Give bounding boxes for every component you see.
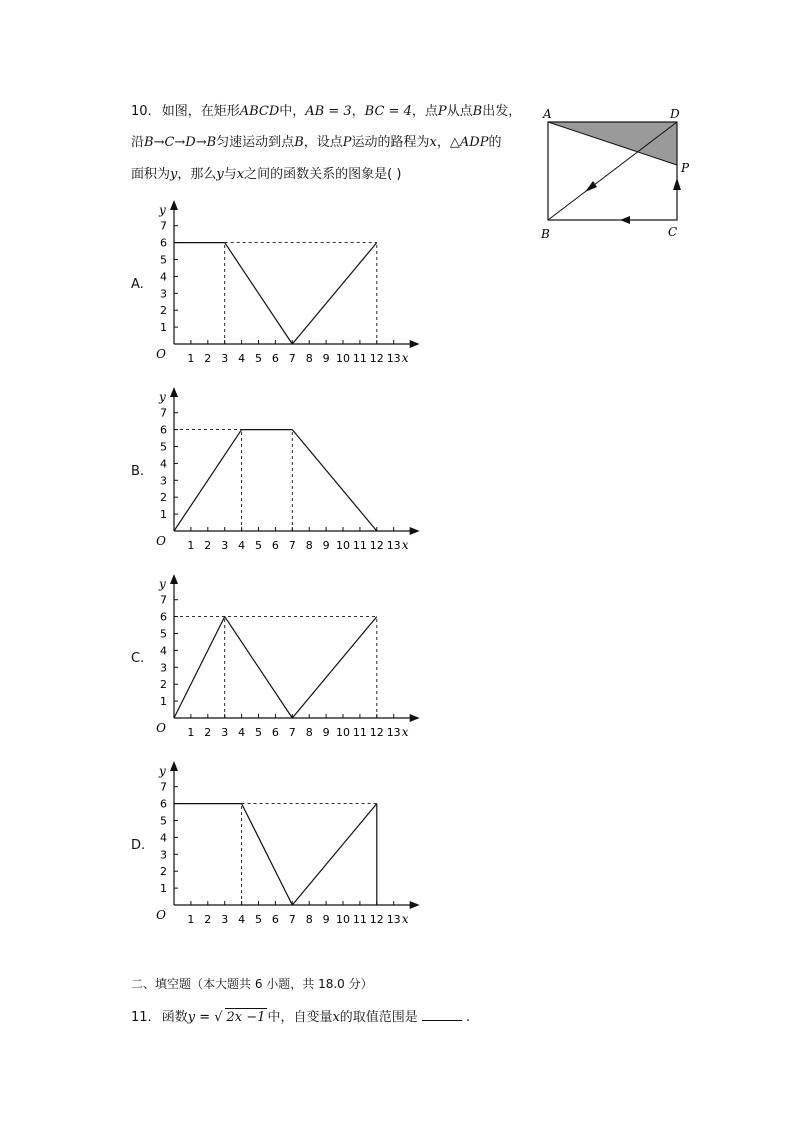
x-tick-label: 5 (255, 539, 262, 552)
x-tick-label: 1 (187, 539, 195, 552)
y-tick-label: 4 (160, 831, 167, 845)
x-tick-label: 3 (221, 539, 229, 552)
x-tick-label: 3 (221, 913, 229, 926)
series-segment (292, 430, 377, 531)
y-tick-label: 7 (160, 593, 167, 607)
text: ， (351, 104, 365, 119)
shaded-triangle-adp (548, 122, 677, 165)
question-number: 10. (131, 104, 152, 119)
y-axis-arrow-icon (170, 387, 178, 397)
x-axis-arrow-icon (410, 714, 420, 722)
math: y (170, 167, 178, 182)
y-axis-arrow-icon (170, 574, 178, 584)
x-tick-label: 9 (322, 726, 330, 739)
option-d-graph[interactable] (150, 759, 430, 931)
x-tick-label: 6 (271, 726, 279, 739)
x-tick-label: 2 (204, 352, 212, 365)
math: AB = 3 (305, 104, 352, 119)
x-tick-label: 4 (238, 352, 246, 365)
origin-label: O (156, 721, 166, 735)
text: . (465, 1010, 470, 1025)
x-tick-label: 10 (336, 352, 350, 365)
x-tick-label: 13 (386, 352, 401, 365)
arrow-icon (585, 181, 597, 192)
series-segment (225, 243, 293, 344)
math: P (342, 135, 352, 150)
series-segment (174, 617, 225, 718)
y-tick-label: 3 (160, 287, 167, 301)
radicand: 2x −1 (226, 1010, 266, 1025)
y-tick-label: 6 (160, 236, 167, 250)
text: 中， (279, 104, 306, 119)
series-segment (292, 243, 377, 344)
section-heading: 二、填空题（本大题共 6 小题，共 18.0 分） (131, 977, 373, 991)
text: 沿 (131, 135, 145, 150)
x-tick-label: 7 (288, 913, 296, 926)
math: B (294, 135, 304, 150)
text: 的取值范围是 (339, 1010, 418, 1025)
x-tick-label: 1 (187, 726, 195, 739)
text: ，设点 (303, 135, 343, 150)
y-axis-label: y (159, 203, 166, 217)
q10-line-2 (131, 134, 501, 152)
math: P (437, 104, 447, 119)
x-tick-label: 9 (322, 913, 330, 926)
answer-blank[interactable] (422, 1008, 462, 1021)
y-tick-label: 4 (160, 270, 167, 284)
y-tick-label: 2 (160, 304, 167, 318)
y-tick-label: 4 (160, 457, 167, 471)
x-axis-arrow-icon (410, 340, 420, 348)
x-tick-label: 9 (322, 352, 330, 365)
x-tick-label: 11 (352, 726, 367, 739)
x-tick-label: 9 (322, 539, 330, 552)
q11-line (131, 1008, 470, 1027)
math: x (332, 1010, 340, 1025)
x-tick-label: 4 (238, 726, 246, 739)
series-segment (242, 804, 293, 905)
y-tick-label: 5 (160, 814, 167, 828)
y-axis-label: y (159, 577, 166, 591)
x-tick-label: 7 (288, 352, 296, 365)
x-tick-label: 1 (187, 352, 195, 365)
text: 函数 (161, 1010, 188, 1025)
math: y (187, 1010, 196, 1025)
y-axis-label: y (159, 390, 166, 404)
text: ，点 (411, 104, 438, 119)
x-axis-arrow-icon (410, 901, 420, 909)
label-b: B (541, 227, 550, 240)
math: B (472, 104, 483, 119)
y-tick-label: 5 (160, 253, 167, 267)
x-tick-label: 12 (369, 352, 384, 365)
y-axis-arrow-icon (170, 761, 178, 771)
y-tick-label: 4 (160, 644, 167, 658)
question-number: 11. (131, 1010, 152, 1025)
x-tick-label: 2 (204, 539, 212, 552)
text: 如图，在矩形 (161, 104, 240, 119)
x-tick-label: 11 (352, 352, 367, 365)
x-tick-label: 10 (336, 539, 350, 552)
math: x (236, 167, 245, 182)
x-tick-label: 3 (221, 726, 229, 739)
y-tick-label: 6 (160, 423, 167, 437)
arrow-icon (673, 178, 681, 190)
arrow-icon (620, 216, 630, 224)
option-a-graph[interactable] (150, 198, 430, 370)
y-tick-label: 1 (160, 508, 167, 522)
x-tick-label: 12 (369, 726, 384, 739)
math: y (216, 167, 224, 182)
series-segment (174, 430, 242, 531)
text: 运动的路程为 (351, 135, 430, 150)
label-a: A (543, 107, 552, 121)
x-tick-label: 12 (369, 539, 384, 552)
text: 从点 (446, 104, 473, 119)
y-tick-label: 7 (160, 406, 167, 420)
label-d: D (670, 107, 680, 121)
y-tick-label: 2 (160, 865, 167, 879)
math: ABCD (239, 104, 280, 119)
series-segment (292, 804, 377, 905)
y-axis-arrow-icon (170, 200, 178, 210)
y-tick-label: 2 (160, 678, 167, 692)
origin-label: O (156, 908, 166, 922)
x-tick-label: 5 (255, 913, 262, 926)
x-tick-label: 8 (305, 539, 313, 552)
x-axis-label: x (401, 912, 409, 926)
x-tick-label: 8 (305, 352, 313, 365)
math: x (429, 135, 437, 150)
origin-label: O (156, 534, 166, 548)
x-tick-label: 5 (255, 726, 262, 739)
label-c: C (668, 225, 678, 239)
y-tick-label: 2 (160, 491, 167, 505)
y-tick-label: 1 (160, 695, 167, 709)
x-tick-label: 1 (187, 913, 195, 926)
x-tick-label: 5 (255, 352, 262, 365)
y-tick-label: 7 (160, 219, 167, 233)
x-tick-label: 6 (271, 352, 279, 365)
y-tick-label: 1 (160, 882, 167, 896)
y-tick-label: 6 (160, 610, 167, 624)
x-tick-label: 7 (288, 539, 296, 552)
option-c-graph[interactable] (150, 572, 430, 744)
text: ， (436, 135, 450, 150)
math: B→C→D→B (144, 135, 217, 150)
y-tick-label: 1 (160, 321, 167, 335)
x-tick-label: 6 (271, 913, 279, 926)
x-tick-label: 2 (204, 913, 212, 926)
y-tick-label: 3 (160, 661, 167, 675)
text: 的 (488, 135, 502, 150)
x-tick-label: 7 (288, 726, 296, 739)
series-segment (225, 617, 293, 718)
text: 出发， (482, 104, 522, 119)
y-tick-label: 5 (160, 627, 167, 641)
origin-label: O (156, 347, 166, 361)
x-axis-label: x (401, 538, 409, 552)
label-p: P (681, 161, 690, 175)
series-segment (292, 617, 377, 718)
x-tick-label: 13 (386, 913, 401, 926)
q10-line-1 (131, 103, 521, 121)
math: △ADP (449, 135, 489, 150)
y-tick-label: 3 (160, 474, 167, 488)
text: 匀速运动到点 (216, 135, 295, 150)
y-tick-label: 7 (160, 780, 167, 794)
x-tick-label: 10 (336, 726, 350, 739)
y-tick-label: 3 (160, 848, 167, 862)
text: 之间的函数关系的图象是( ) (244, 167, 402, 182)
text: 与 (223, 167, 237, 182)
x-tick-label: 3 (221, 352, 229, 365)
radical-sign: √ (214, 1010, 223, 1025)
y-tick-label: 6 (160, 797, 167, 811)
option-c-label[interactable]: C. (131, 651, 145, 666)
x-tick-label: 8 (305, 726, 313, 739)
option-a-label[interactable]: A. (131, 277, 144, 292)
q10-line-3 (131, 166, 401, 184)
x-tick-label: 8 (305, 913, 313, 926)
x-axis-arrow-icon (410, 527, 420, 535)
option-d-label[interactable]: D. (131, 838, 146, 853)
x-tick-label: 13 (386, 726, 401, 739)
x-tick-label: 4 (238, 539, 246, 552)
x-tick-label: 11 (352, 539, 367, 552)
text: = (195, 1010, 215, 1025)
option-b-label[interactable]: B. (131, 464, 145, 479)
x-axis-label: x (401, 725, 409, 739)
x-tick-label: 10 (336, 913, 350, 926)
x-tick-label: 11 (352, 913, 367, 926)
y-axis-label: y (159, 764, 166, 778)
x-tick-label: 12 (369, 913, 384, 926)
x-tick-label: 2 (204, 726, 212, 739)
x-axis-label: x (401, 351, 409, 365)
rectangle-figure (535, 100, 695, 240)
text: 中，自变量 (267, 1010, 333, 1025)
math: BC = 4 (364, 104, 412, 119)
text: ，那么 (177, 167, 217, 182)
y-tick-label: 5 (160, 440, 167, 454)
x-tick-label: 13 (386, 539, 401, 552)
text: 面积为 (131, 167, 171, 182)
option-b-graph[interactable] (150, 385, 430, 557)
x-tick-label: 4 (238, 913, 246, 926)
x-tick-label: 6 (271, 539, 279, 552)
